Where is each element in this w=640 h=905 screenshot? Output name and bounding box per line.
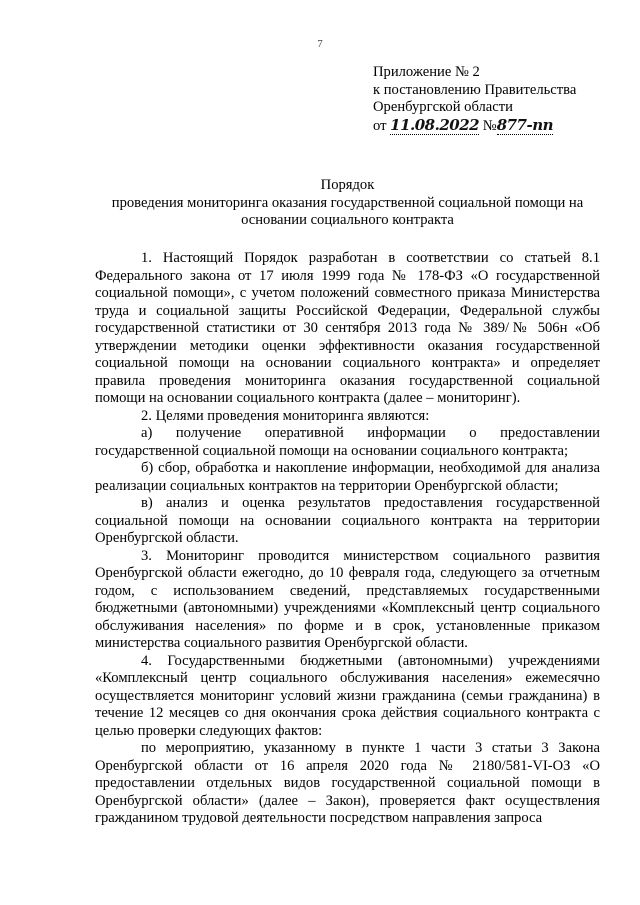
annex-date-line <box>373 117 633 136</box>
paragraph-1: 1. Настоящий Порядок разработан в соответствии со статьей 8.1 Федерального закона от 17 июля 1999 года № 178-ФЗ «О государственной социальной помощи», с учетом положений совместного приказа Министерства труда и социальной защиты Российской Федерации, Федеральной службы государственной статистики от 30 сентября 2013 года № 389/№ 506н «Об утверждении методики оценки эффективности оказания государственной социальной помощи на основании социального контракта» и определяет правила проведения мониторинга оказания государственной социальной помощи на основании социального контракта (далее – мониторинг). <box>95 250 600 406</box>
document-heading: Порядок <box>320 177 375 193</box>
paragraph-2a: а) получение оперативной информации о предоставлении государственной социальной помощи на основании социального контракта; <box>95 425 600 459</box>
annex-line-2: к постановлению Правительства <box>373 81 577 98</box>
handwritten-date: 11.08.2022 <box>390 115 480 134</box>
document-body <box>95 250 600 828</box>
document-subtitle: проведения мониторинга оказания государственной социальной помощи на основании социального контракта <box>111 194 584 228</box>
number-prefix: № <box>482 117 497 134</box>
page-number: 7 <box>317 38 323 50</box>
paragraph-2c: в) анализ и оценка результатов предоставления государственной социальной помощи на основании социального контракта на территории Оренбургской области. <box>95 495 600 546</box>
paragraph-2b: б) сбор, обработка и накопление информации, необходимой для анализа реализации социальных контрактов на территории Оренбургской области; <box>95 460 600 494</box>
paragraph-3: 3. Мониторинг проводится министерством социального развития Оренбургской области ежегодно, до 10 февраля года, следующего за отчетным годом, с использованием сведений, представляемых государственными бюджетными (автономными) учреждениями «Комплексный центр социального обслуживания населения» по форме и в срок, установленные приказом министерства социального развития Оренбургской области. <box>95 547 600 651</box>
annex-header <box>373 64 633 135</box>
document-title-block <box>95 177 600 230</box>
paragraph-4: 4. Государственными бюджетными (автономными) учреждениями «Комплексный центр социального обслуживания населения» ежемесячно осуществляется мониторинг условий жизни гражданина (семьи гражданина) в течение 12 месяцев со дня окончания срока действия социального контракта с целью проверки следующих фактов: <box>95 652 600 739</box>
paragraph-2: 2. Целями проведения мониторинга являются: <box>141 407 430 424</box>
date-prefix: от <box>373 117 387 134</box>
handwritten-number: 877-пп <box>496 115 554 134</box>
annex-line-3: Оренбургской области <box>373 99 513 115</box>
annex-title: Приложение № 2 <box>373 64 480 80</box>
paragraph-4-item: по мероприятию, указанному в пункте 1 части 3 статьи 3 Закона Оренбургской области от 16 апреля 2020 года № 2180/581-VI-ОЗ «О предоставлении отдельных видов государственной социальной помощи в Оренбургской области» (далее – Закон), проверяется факт осуществления гражданином трудовой деятельности посредством направления запроса <box>95 740 600 826</box>
